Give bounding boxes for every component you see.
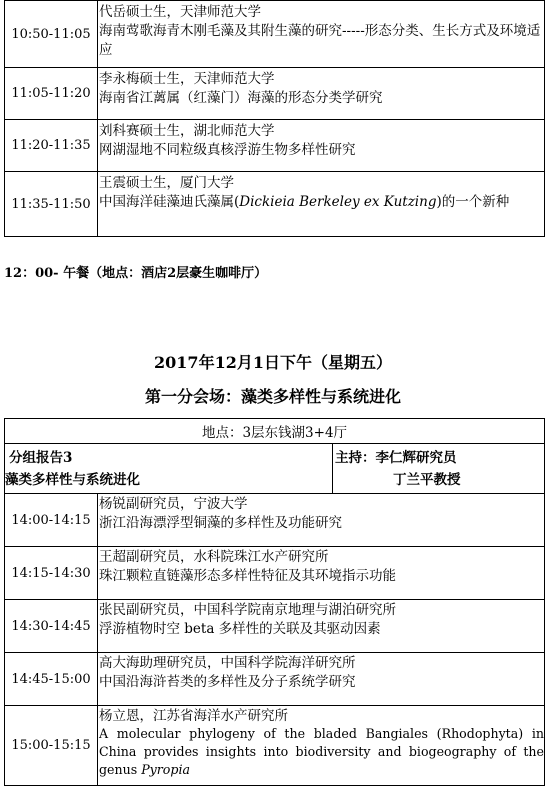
talk-title-post: )的一个新种	[436, 194, 510, 210]
talk-time: 11:05-11:20	[5, 68, 98, 120]
talk-title-genus: Pyropia	[141, 762, 190, 777]
group-header-row	[5, 444, 545, 494]
talk-title-pre: A molecular phylogeny of the bladed Bangiales (Rhodophyta) in China provides insights into biodiversity and biogeography of the genus	[99, 726, 544, 777]
speaker-line: 高大海助理研究员，中国科学院海洋研究所	[99, 655, 356, 671]
talk-title-species: Dickieia Berkeley ex Kutzing	[239, 194, 437, 210]
lunch-notice: 12：00- 午餐（地点：酒店2层豪生咖啡厅）	[4, 266, 268, 281]
speaker-line: 刘科赛硕士生，湖北师范大学	[99, 123, 275, 139]
talk-time: 11:35-11:50	[5, 172, 98, 237]
table-row	[5, 1, 545, 68]
speaker-line: 代岳硕士生，天津师范大学	[99, 4, 261, 20]
talk-time: 10:50-11:05	[5, 1, 98, 68]
morning-schedule-table	[4, 0, 545, 237]
host-cell	[333, 444, 545, 494]
table-row	[5, 120, 545, 172]
talk-title: 浙江沿海漂浮型铜藻的多样性及功能研究	[99, 515, 342, 531]
location-row	[5, 419, 545, 444]
talk-description	[98, 120, 545, 172]
talk-description	[98, 600, 545, 653]
venue-heading: 第一分会场：藻类多样性与系统进化	[144, 387, 401, 406]
speaker-line: 李永梅硕士生，天津师范大学	[99, 71, 275, 87]
table-row	[5, 706, 545, 786]
talk-title: 珠江颗粒直链藻形态多样性特征及其环境指示功能	[99, 568, 396, 584]
afternoon-schedule-table	[4, 418, 545, 786]
talk-title	[99, 725, 544, 779]
talk-title: 浮游植物时空 beta 多样性的关联及其驱动因素	[99, 621, 381, 637]
talk-title: 海南省江蓠属（红藻门）海藻的形态分类学研究	[99, 90, 383, 106]
speaker-line: 杨锐副研究员，宁波大学	[99, 496, 248, 512]
speaker-line: 张民副研究员，中国科学院南京地理与湖泊研究所	[99, 602, 396, 618]
table-row	[5, 653, 545, 706]
talk-time: 14:45-15:00	[5, 653, 98, 706]
talk-time: 14:15-14:30	[5, 547, 98, 600]
talk-time: 14:00-14:15	[5, 494, 98, 547]
table-row	[5, 547, 545, 600]
speaker-line: 王超副研究员，水科院珠江水产研究所	[99, 549, 329, 565]
table-row	[5, 68, 545, 120]
session-date-heading: 2017年12月1日下午（星期五）	[154, 353, 392, 372]
talk-time: 11:20-11:35	[5, 120, 98, 172]
speaker-line: 王震硕士生，厦门大学	[99, 175, 234, 191]
talk-title	[99, 193, 544, 212]
talk-time: 15:00-15:15	[5, 706, 98, 786]
talk-description	[98, 68, 545, 120]
group-label: 分组报告3	[9, 449, 73, 466]
talk-title: 中国沿海浒苔类的多样性及分子系统学研究	[99, 674, 356, 690]
talk-description	[98, 172, 545, 237]
speaker-line: 杨立恩，江苏省海洋水产研究所	[99, 708, 288, 724]
talk-title-pre: 中国海洋硅藻迪氏藻属(	[99, 194, 240, 210]
table-row	[5, 494, 545, 547]
talk-title: 网湖湿地不同粒级真核浮游生物多样性研究	[99, 142, 356, 158]
talk-title: 海南莺歌海青木刚毛藻及其附生藻的研究-----形态分类、生长方式及环境适应	[99, 23, 541, 58]
table-row	[5, 600, 545, 653]
talk-description	[98, 547, 545, 600]
location-cell: 地点：3层东钱湖3+4厅	[5, 419, 545, 444]
talk-description	[98, 494, 545, 547]
host-primary: 主持：李仁辉研究员	[335, 449, 457, 466]
talk-description	[98, 1, 545, 68]
group-topic: 藻类多样性与系统进化	[5, 471, 140, 488]
host-secondary: 丁兰平教授	[393, 471, 461, 488]
table-row	[5, 172, 545, 237]
talk-time: 14:30-14:45	[5, 600, 98, 653]
group-header	[5, 444, 333, 494]
talk-description	[98, 653, 545, 706]
talk-description	[98, 706, 545, 786]
